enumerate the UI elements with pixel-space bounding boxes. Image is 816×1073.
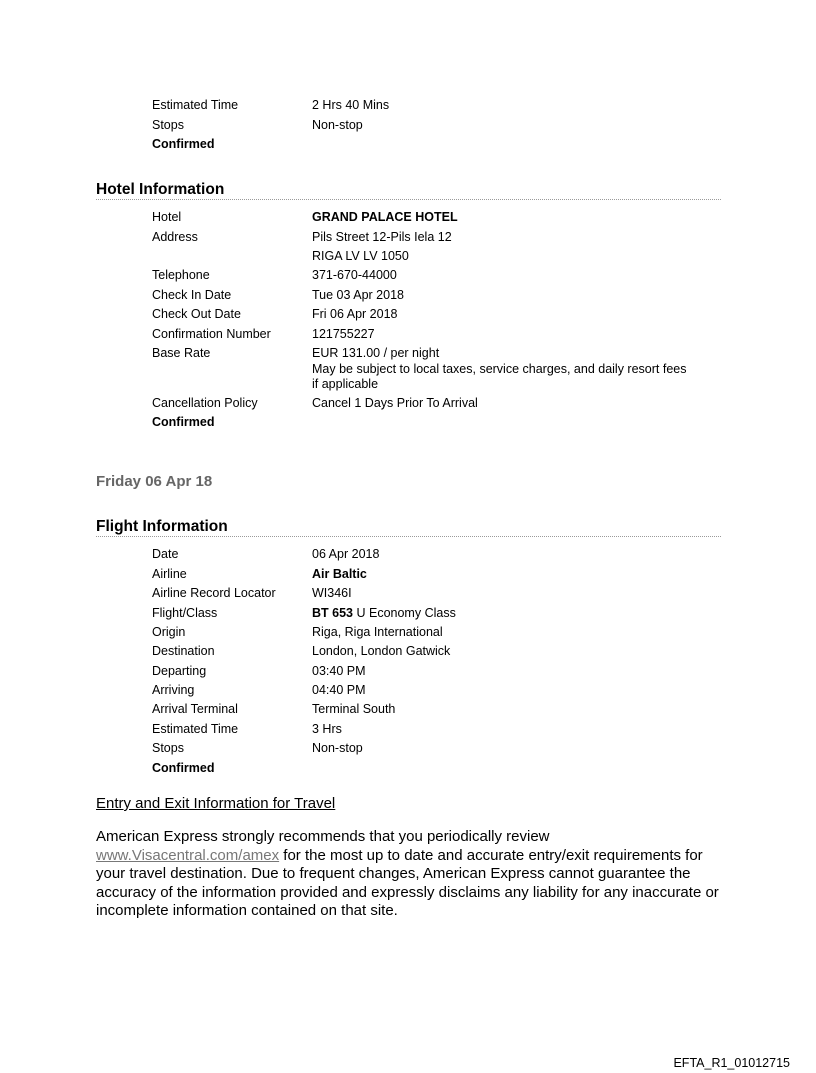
field-label: Airline Record Locator	[152, 586, 276, 600]
field-label: Arrival Terminal	[152, 702, 238, 716]
field-value: 03:40 PM	[312, 664, 366, 678]
field-value: 2 Hrs 40 Mins	[312, 98, 390, 112]
base-rate-note: if applicable	[312, 377, 379, 391]
field-value: London, London Gatwick	[312, 644, 451, 658]
field-label: Hotel	[152, 210, 182, 224]
flight-class-value	[312, 606, 456, 621]
field-value: Tue 03 Apr 2018	[312, 288, 404, 302]
entry-exit-heading: Entry and Exit Information for Travel	[96, 795, 336, 812]
field-value: 04:40 PM	[312, 683, 366, 697]
field-value: Riga, Riga International	[312, 625, 443, 639]
field-label: Date	[152, 547, 179, 561]
field-label: Check In Date	[152, 288, 232, 302]
field-label: Stops	[152, 741, 184, 755]
day-date: 06 Apr 18	[145, 473, 213, 490]
field-label: Arriving	[152, 683, 195, 697]
field-value: 06 Apr 2018	[312, 547, 380, 561]
field-value: Terminal South	[312, 702, 396, 716]
field-value: WI346I	[312, 586, 352, 600]
field-value: 121755227	[312, 327, 375, 341]
flight-section-title: Flight Information	[96, 518, 228, 535]
flight-status: Confirmed	[152, 761, 215, 775]
hotel-address-line2: RIGA LV LV 1050	[312, 249, 409, 263]
hotel-section-title: Hotel Information	[96, 181, 225, 198]
field-value: Cancel 1 Days Prior To Arrival	[312, 396, 478, 410]
field-value: EUR 131.00 / per night	[312, 346, 440, 360]
day-header	[96, 473, 212, 491]
field-value: 371-670-44000	[312, 268, 397, 282]
cabin-class: U Economy Class	[356, 606, 456, 620]
hotel-status: Confirmed	[152, 415, 215, 429]
field-label: Stops	[152, 118, 184, 132]
flight-section-divider	[96, 536, 721, 537]
prev-flight-status: Confirmed	[152, 137, 215, 151]
hotel-section-divider	[96, 199, 721, 200]
field-label: Check Out Date	[152, 307, 241, 321]
airline-name: Air Baltic	[312, 567, 367, 581]
field-label: Departing	[152, 664, 207, 678]
visacentral-link[interactable]: www.Visacentral.com/amex	[96, 846, 280, 864]
field-value: Non-stop	[312, 741, 363, 755]
field-value: Non-stop	[312, 118, 363, 132]
document-id: EFTA_R1_01012715	[673, 1056, 790, 1070]
entry-text-after: for the most up to date and accurate entry/exit requirements for your travel destination. Due to frequent changes, American Express cannot guarantee the accuracy of the information provided and expressly disclaims any liability for any inaccurate or incomplete information contained on that site.	[96, 846, 719, 920]
flight-number: BT 653	[312, 606, 353, 620]
field-label: Telephone	[152, 268, 210, 282]
field-label: Origin	[152, 625, 186, 639]
field-label: Estimated Time	[152, 722, 239, 736]
field-value: 3 Hrs	[312, 722, 342, 736]
base-rate-note: May be subject to local taxes, service charges, and daily resort fees	[312, 362, 687, 376]
entry-text-before: American Express strongly recommends that you periodically review	[96, 828, 550, 845]
field-label: Base Rate	[152, 346, 211, 360]
field-label: Confirmation Number	[152, 327, 271, 341]
field-label: Estimated Time	[152, 98, 239, 112]
hotel-name: GRAND PALACE HOTEL	[312, 210, 458, 224]
field-label: Destination	[152, 644, 215, 658]
field-label: Airline	[152, 567, 187, 581]
field-label: Cancellation Policy	[152, 396, 258, 410]
day-weekday: Friday	[96, 473, 142, 490]
field-label: Flight/Class	[152, 606, 218, 620]
entry-exit-paragraph	[96, 828, 726, 921]
hotel-address-line1: Pils Street 12-Pils Iela 12	[312, 230, 452, 244]
field-value: Fri 06 Apr 2018	[312, 307, 398, 321]
field-label: Address	[152, 230, 198, 244]
